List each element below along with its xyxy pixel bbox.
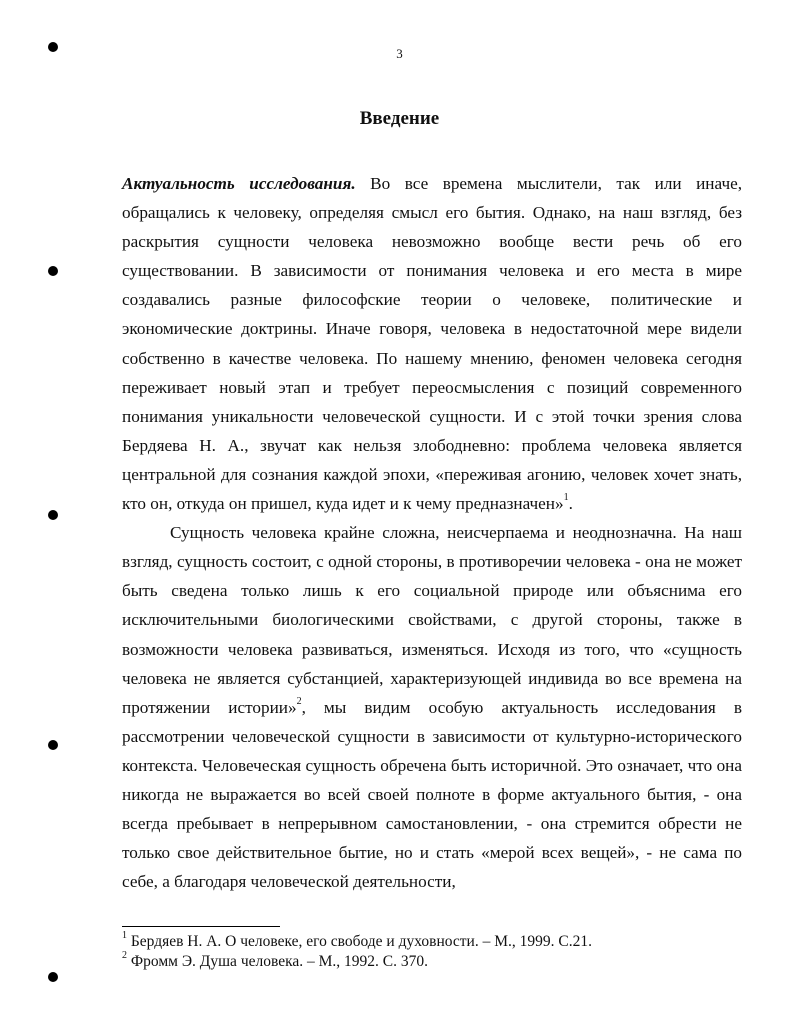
binding-hole-icon [48, 266, 58, 276]
paragraph-text: Во все времена мыслители, так или иначе, обращались к человеку, определяя смысл его бытия. Однако, на наш взгляд, без раскрытия сущности человека невозможно вообще вести речь об его существовании. В зависимости от понимания человека и его места в мире создавались разные философские теории о человеке, политические и экономические доктрины. Иначе говоря, человека в недостаточной мере видели собственно в качестве человека. По нашему мнению, феномен человека сегодня переживает новый этап и требует переосмысления с позиций современного понимания уникальности человеческой сущности. И с этой точки зрения слова Бердяева Н. А., звучат как нельзя злободневно: проблема человека является центральной для сознания каждой эпохи, «переживая агонию, человек хочет знать, кто он, откуда он пришел, куда идет и к чему предназначен» [122, 174, 743, 514]
binding-hole-icon [48, 510, 58, 520]
paragraph-relevance [122, 169, 742, 518]
footnote-text: Бердяев Н. А. О человеке, его свободе и духовности. – М., 1999. С.21. [127, 933, 592, 950]
footnote-item [122, 929, 742, 952]
paragraph-tail: . [568, 494, 573, 514]
footnote-item [122, 949, 742, 972]
footnote-divider [122, 926, 280, 927]
binding-hole-icon [48, 740, 58, 750]
footnote-text: Фромм Э. Душа человека. – М., 1992. С. 370. [127, 953, 429, 970]
binding-hole-icon [48, 972, 58, 982]
section-lead: Актуальность исследования. [122, 174, 356, 193]
footnote-number: 2 [122, 949, 127, 961]
page-title: Введение [359, 108, 440, 129]
paragraph-essence [122, 518, 742, 896]
footnote-ref: 1 [563, 492, 569, 504]
footnote-ref: 2 [296, 695, 302, 707]
footnote-number: 1 [122, 929, 127, 941]
page-number: 3 [396, 46, 403, 61]
paragraph-text: , мы видим особую актуальность исследования в рассмотрении человеческой сущности в зависимости от культурно-исторического контекста. Человеческая сущность обречена быть историчной. Это означает, что она никогда не выражается во всей своей полноте в форме актуального бытия, - она всегда пребывает в непрерывном самостановлении, - она стремится обрести не только свое действительное бытие, но и стать «мерой всех вещей», - не сама по себе, а благодаря человеческой деятельности, [122, 697, 742, 892]
footnotes [122, 929, 742, 972]
paragraph-text: Сущность человека крайне сложна, неисчерпаема и неоднозначна. На наш взгляд, сущность состоит, с одной стороны, в противоречии человека - она не может быть сведена только лишь к его социальной природе или объяснима его исключительными биологическими свойствами, с другой стороны, также в возможности человека развиваться, изменяться. Исходя из того, что «сущность человека не является субстанцией, характеризующей индивида во все времена на протяжении истории» [122, 523, 742, 717]
body-text [122, 169, 742, 896]
